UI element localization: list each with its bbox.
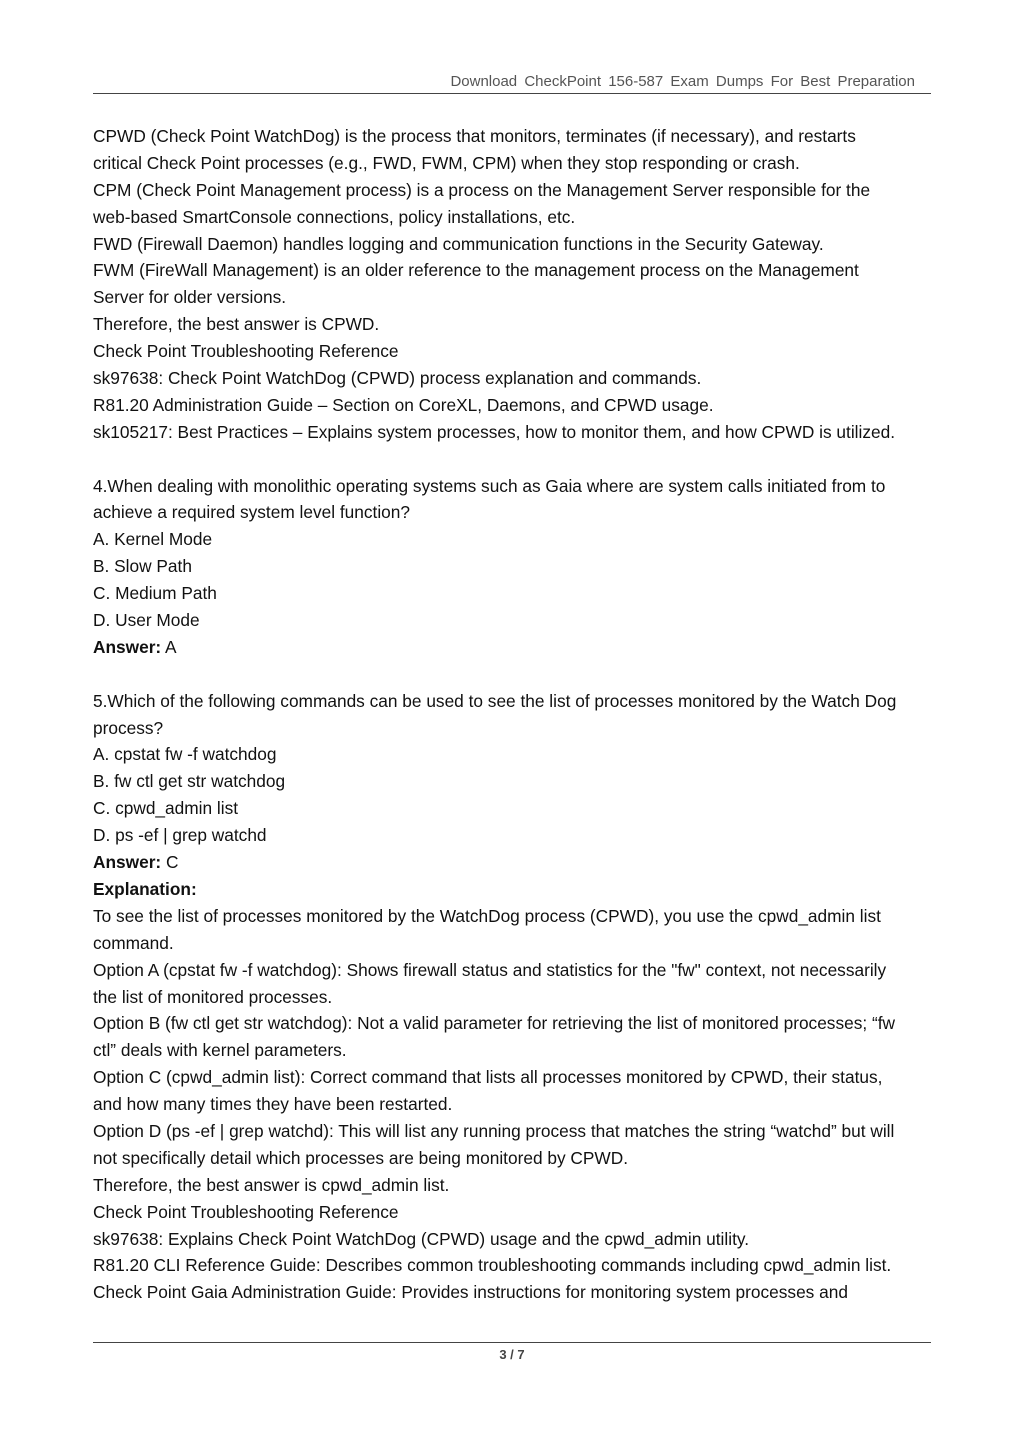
answer-value: C <box>161 852 179 873</box>
explanation-line: Check Point Gaia Administration Guide: Provides instructions for monitoring system processes and <box>93 1282 848 1303</box>
text-line: Therefore, the best answer is CPWD. <box>93 314 380 335</box>
answer-option-c: C. Medium Path <box>93 583 217 604</box>
text-line: critical Check Point processes (e.g., FWD, FWM, CPM) when they stop responding or crash. <box>93 152 800 173</box>
question-4 <box>93 473 935 661</box>
question-text: 5.Which of the following commands can be used to see the list of processes monitored by the Watch Dog <box>93 690 897 711</box>
page-number: 3 / 7 <box>499 1347 525 1362</box>
explanation-line: To see the list of processes monitored by the WatchDog process (CPWD), you use the cpwd_admin list <box>93 905 881 926</box>
explanation-label: Explanation: <box>93 878 197 899</box>
question-5 <box>93 688 935 1306</box>
answer-option-c: C. cpwd_admin list <box>93 798 239 819</box>
text-line: FWD (Firewall Daemon) handles logging and communication functions in the Security Gateway. <box>93 233 824 254</box>
answer-value: A <box>161 636 177 657</box>
explanation-line: ctl” deals with kernel parameters. <box>93 1040 347 1061</box>
text-line: web-based SmartConsole connections, policy installations, etc. <box>93 206 576 227</box>
explanation-line: Option C (cpwd_admin list): Correct command that lists all processes monitored by CPWD, their status, <box>93 1067 883 1088</box>
explanation-line: and how many times they have been restarted. <box>93 1094 453 1115</box>
question-text: process? <box>93 717 164 738</box>
paragraph-gap <box>93 446 935 473</box>
answer-label: Answer: <box>93 852 162 873</box>
text-line: FWM (FireWall Management) is an older reference to the management process on the Management <box>93 260 859 281</box>
text-line: CPWD (Check Point WatchDog) is the process that monitors, terminates (if necessary), and restarts <box>93 126 856 146</box>
footer-divider <box>93 1342 931 1343</box>
page-header-title: Download CheckPoint 156-587 Exam Dumps For Best Preparation <box>450 73 915 90</box>
explanation-line: Option A (cpstat fw -f watchdog): Shows firewall status and statistics for the "fw" context, not necessarily <box>93 959 887 980</box>
explanation-line: R81.20 CLI Reference Guide: Describes common troubleshooting commands including cpwd_admin list. <box>93 1255 892 1276</box>
document-body <box>93 123 935 1306</box>
text-line: CPM (Check Point Management process) is a process on the Management Server responsible for the <box>93 179 871 200</box>
text-line: Server for older versions. <box>93 287 287 308</box>
explanation-line: the list of monitored processes. <box>93 986 333 1007</box>
answer-option-d: D. User Mode <box>93 610 200 631</box>
question-text: 4.When dealing with monolithic operating systems such as Gaia where are system calls initiated from to <box>93 475 886 496</box>
explanation-line: Check Point Troubleshooting Reference <box>93 1201 399 1222</box>
answer-option-a: A. cpstat fw -f watchdog <box>93 744 277 765</box>
answer-option-b: B. fw ctl get str watchdog <box>93 771 286 792</box>
question-text: achieve a required system level function? <box>93 502 410 523</box>
answer-option-b: B. Slow Path <box>93 556 192 577</box>
text-line: R81.20 Administration Guide – Section on CoreXL, Daemons, and CPWD usage. <box>93 394 714 415</box>
text-line: sk105217: Best Practices – Explains system processes, how to monitor them, and how CPWD is utilized. <box>93 421 896 442</box>
explanation-line: Option D (ps -ef | grep watchd): This will list any running process that matches the string “watchd” but will <box>93 1120 895 1141</box>
answer-line <box>93 849 935 876</box>
answer-option-d: D. ps -ef | grep watchd <box>93 825 267 846</box>
explanation-line: Option B (fw ctl get str watchdog): Not a valid parameter for retrieving the list of monitored processes; “fw <box>93 1013 895 1034</box>
explanation-line: not specifically detail which processes are being monitored by CPWD. <box>93 1147 629 1168</box>
paragraph-gap <box>93 661 935 688</box>
text-line: sk97638: Check Point WatchDog (CPWD) process explanation and commands. <box>93 368 702 389</box>
text-line: Check Point Troubleshooting Reference <box>93 341 399 362</box>
header-divider <box>93 93 931 94</box>
explanation-line: Therefore, the best answer is cpwd_admin list. <box>93 1174 450 1195</box>
answer-option-a: A. Kernel Mode <box>93 529 213 550</box>
answer-line <box>93 634 935 661</box>
explanation-line: sk97638: Explains Check Point WatchDog (CPWD) usage and the cpwd_admin utility. <box>93 1228 750 1249</box>
explanation-line: command. <box>93 932 174 953</box>
answer-label: Answer: <box>93 636 162 657</box>
